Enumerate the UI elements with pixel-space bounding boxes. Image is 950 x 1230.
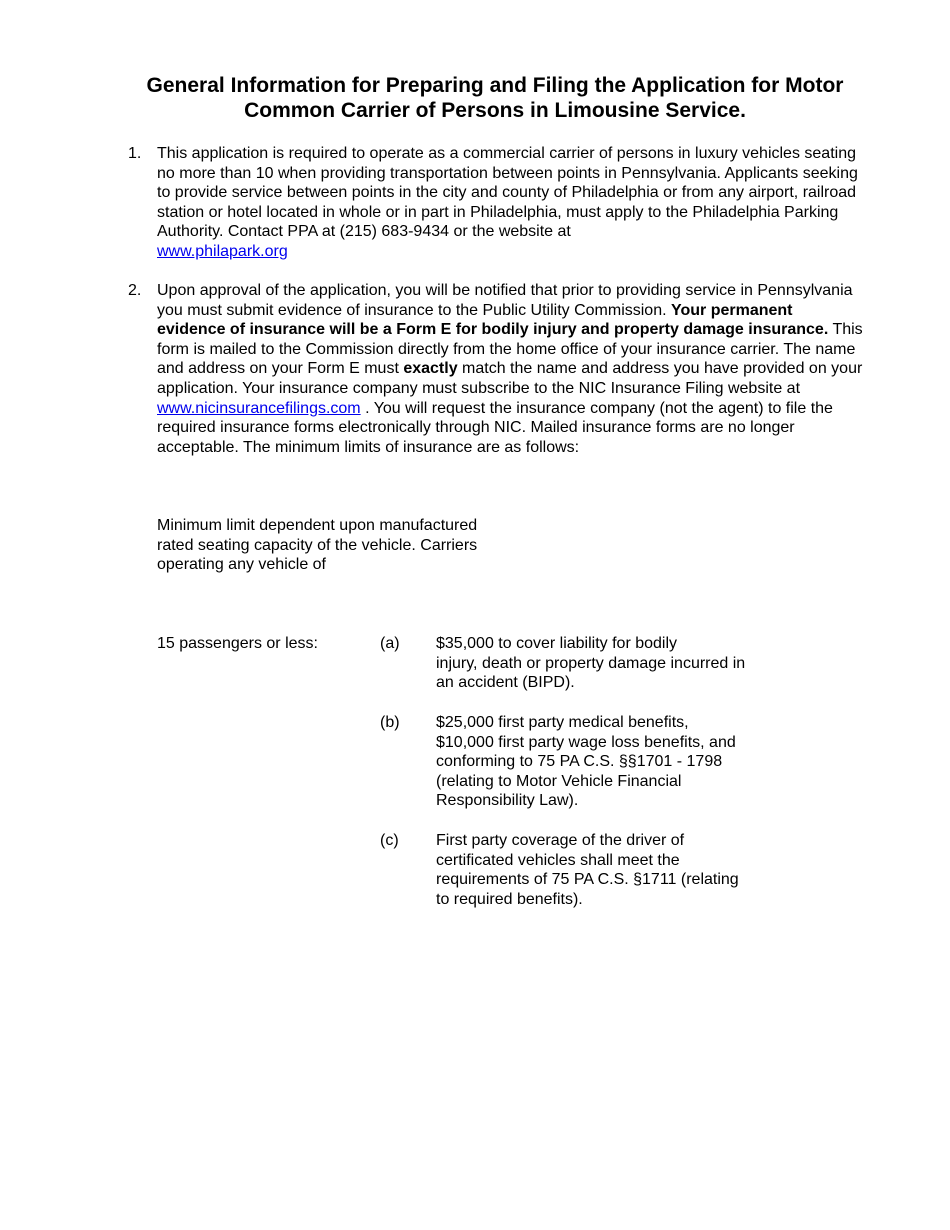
coverage-b-line-3: conforming to 75 PA C.S. §§1701 - 1798 xyxy=(436,753,723,771)
item-1-paragraph xyxy=(157,144,865,262)
coverage-b-line-4: (relating to Motor Vehicle Financial xyxy=(436,772,682,790)
coverage-a-text xyxy=(436,634,776,693)
page-title-line-2: Common Carrier of Persons in Limousine Service. xyxy=(244,99,746,122)
coverage-b-letter: (b) xyxy=(380,714,400,731)
item-2-number: 2. xyxy=(128,282,142,299)
item-2-text-d: . You will request the insurance company (not the agent) to file the required insurance forms electronically through NIC. Mailed insurance forms are no longer acceptable. The minimum limits of insurance are as follows: xyxy=(157,399,833,456)
minimum-line-2: rated seating capacity of the vehicle. Carriers xyxy=(157,536,478,554)
coverage-b-text xyxy=(436,713,776,811)
item-2-paragraph xyxy=(157,281,865,457)
item-2-text-c: match the name and address you have provided on your application. Your insurance company must subscribe to the NIC Insurance Filing website at xyxy=(157,360,863,397)
page-title-line-1: General Information for Preparing and Filing the Application for Motor xyxy=(146,74,844,97)
minimum-limit-text xyxy=(157,516,517,575)
coverage-a-line-3: an accident (BIPD). xyxy=(436,674,575,692)
item-2-text-a: Upon approval of the application, you will be notified that prior to providing service in Pennsylvania you must submit evidence of insurance to the Public Utility Commission. xyxy=(157,282,853,319)
minimum-line-1: Minimum limit dependent upon manufactured xyxy=(157,517,478,534)
item-1-number: 1. xyxy=(128,145,142,162)
philapark-link[interactable]: www.philapark.org xyxy=(157,242,288,260)
item-1-text: This application is required to operate as a commercial carrier of persons in luxury vehicles seating no more than 10 when providing transportation between points in Pennsylvania. Applicants seeking to provide service between points in the city and county of Philadelphia or from any airport, railroad station or hotel located in whole or in part in Philadelphia, must apply to the Philadelphia Parking Authority. Contact PPA at (215) 683-9434 or the website at xyxy=(157,145,858,241)
coverage-a-letter: (a) xyxy=(380,635,400,652)
coverage-c-line-3: requirements of 75 PA C.S. §1711 (relating xyxy=(436,871,739,889)
item-2-bold-a: Your permanent evidence of insurance will be a Form E for bodily injury and property damage insurance. xyxy=(157,301,829,339)
coverage-b-line-2: $10,000 first party wage loss benefits, and xyxy=(436,733,736,751)
item-2-bold-b: exactly xyxy=(403,360,458,378)
coverage-c-line-1: First party coverage of the driver of xyxy=(436,832,685,849)
item-2-text-b: This form is mailed to the Commission directly from the home office of your insurance carrier. The name and address on your Form E must xyxy=(157,321,863,378)
passengers-label: 15 passengers or less: xyxy=(157,635,318,652)
coverage-b-line-5: Responsibility Law). xyxy=(436,792,579,810)
coverage-c-letter: (c) xyxy=(380,832,399,849)
coverage-a-line-1: $35,000 to cover liability for bodily xyxy=(436,635,678,652)
coverage-b-line-1: $25,000 first party medical benefits, xyxy=(436,714,689,731)
minimum-line-3: operating any vehicle of xyxy=(157,556,326,574)
coverage-c-text xyxy=(436,831,776,909)
nic-insurance-link[interactable]: www.nicinsurancefilings.com xyxy=(157,399,361,417)
page-title xyxy=(90,73,900,123)
coverage-a-line-2: injury, death or property damage incurred in xyxy=(436,654,746,672)
coverage-c-line-4: to required benefits). xyxy=(436,890,583,908)
coverage-c-line-2: certificated vehicles shall meet the xyxy=(436,851,680,869)
